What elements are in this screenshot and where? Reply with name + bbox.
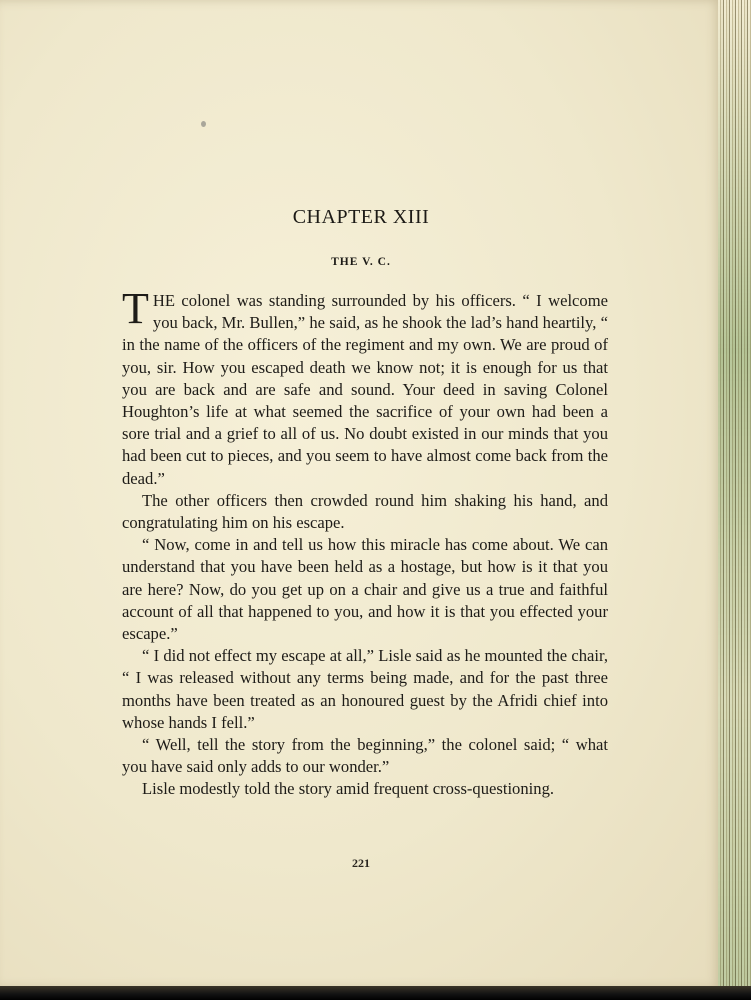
paragraph-1: [122, 284, 608, 490]
book-bottom-edge: [0, 986, 751, 1000]
paragraph-5: “ Well, tell the story from the beginning,” the colonel said; “ what you have said only adds to our wonder.”: [122, 735, 608, 777]
paragraph-3: “ Now, come in and tell us how this miracle has come about. We can understand that you have been held as a hostage, but how is it that you are here? Now, do you get up on a chair and give us a true and faithful account of all that happened to you, and how it is that you effected your escape.”: [122, 535, 608, 644]
paragraph-6: Lisle modestly told the story amid frequent cross-questioning.: [142, 779, 555, 799]
drop-cap: T: [122, 284, 149, 333]
paragraph-4: “ I did not effect my escape at all,” Lisle said as he mounted the chair, “ I was released without any terms being made, and for the past three months have been treated as an honoured guest by the Afridi chief into whose hands I fell.”: [122, 646, 608, 732]
page-speck: [201, 121, 206, 127]
paragraph-1-text: HE colonel was standing surrounded by his officers. “ I welcome you back, Mr. Bullen,” he said, as he shook the lad’s hand heartily, “ in the name of the officers of the regiment and my own. We are proud of you, sir. How you escaped death we know not; it is enough for us that you are back and are safe and sound. Your deed in saving Colonel Houghton’s life at what seemed the sacrifice of your own had been a sore trial and a grief to all of us. No doubt existed in our minds that you had been cut to pieces, and you seem to have almost come back from the dead.”: [122, 291, 608, 488]
page-edge-tint: [718, 0, 751, 1000]
page-edges: [718, 0, 751, 1000]
page-number: 221: [352, 856, 370, 870]
chapter-title: CHAPTER XIII: [292, 206, 430, 228]
body-text: [122, 284, 608, 801]
chapter-subtitle: THE V. C.: [331, 256, 391, 268]
paragraph-2: The other officers then crowded round him shaking his hand, and congratulating him on his escape.: [122, 490, 608, 533]
